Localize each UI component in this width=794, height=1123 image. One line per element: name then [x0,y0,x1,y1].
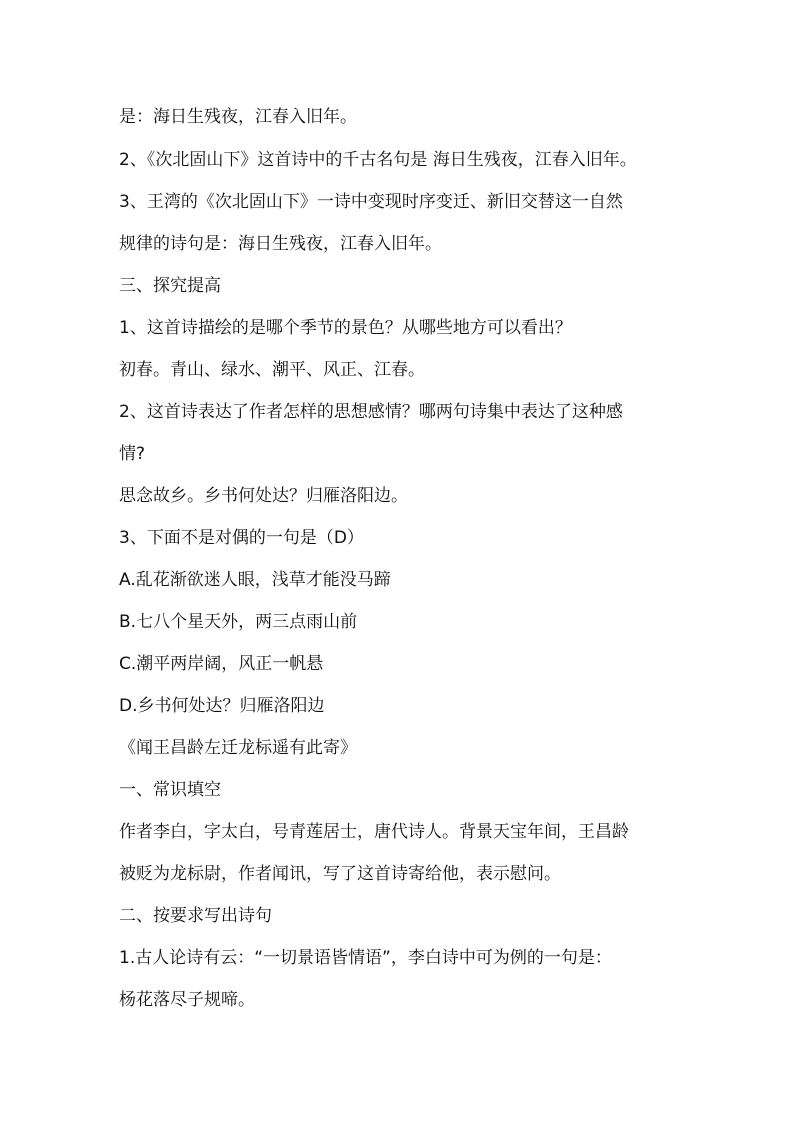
answer-line: 规律的诗句是：海日生残夜，江春入旧年。 [119,234,442,254]
option-a: A.乱花渐欲迷人眼，浅草才能没马蹄 [119,570,391,590]
answer-line: 初春。青山、绿水、潮平、风正、江春。 [119,360,425,380]
option-d: D.乡书何处达？归雁洛阳边 [119,696,325,716]
poem-title: 《闻王昌龄左迁龙标遥有此寄》 [119,738,357,758]
paragraph-line: 作者李白，字太白，号青莲居士，唐代诗人。背景天宝年间，王昌龄 [119,822,629,842]
question-line: 1.古人论诗有云：“一切景语皆情语”，李白诗中可为例的一句是： [119,948,612,968]
question-line-continuation: 情? [119,444,146,464]
answer-line: 思念故乡。乡书何处达？归雁洛阳边。 [119,486,408,506]
question-line: 3、王湾的《次北固山下》一诗中变现时序变迁、新旧交替这一自然 [119,192,623,212]
section-heading: 二、按要求写出诗句 [119,906,272,926]
option-c: C.潮平两岸阔，风正一帆悬 [119,654,324,674]
answer-line: 杨花落尽子规啼。 [119,990,255,1010]
paragraph-line: 被贬为龙标尉，作者闻讯，写了这首诗寄给他，表示慰问。 [119,864,561,884]
answer-line: 是：海日生残夜，江春入旧年。 [119,107,357,127]
question-line: 2、这首诗表达了作者怎样的思想感情？哪两句诗集中表达了这种感 [119,402,623,422]
option-b: B.七八个星天外，两三点雨山前 [119,612,358,632]
question-answer-line: 2、《次北固山下》这首诗中的千古名句是 海日生残夜，江春入旧年。 [119,150,637,170]
section-heading: 三、探究提高 [119,276,221,296]
question-line: 3、下面不是对偶的一句是（D） [119,528,364,548]
question-line: 1、这首诗描绘的是哪个季节的景色？从哪些地方可以看出？ [119,318,572,338]
section-heading: 一、常识填空 [119,780,221,800]
